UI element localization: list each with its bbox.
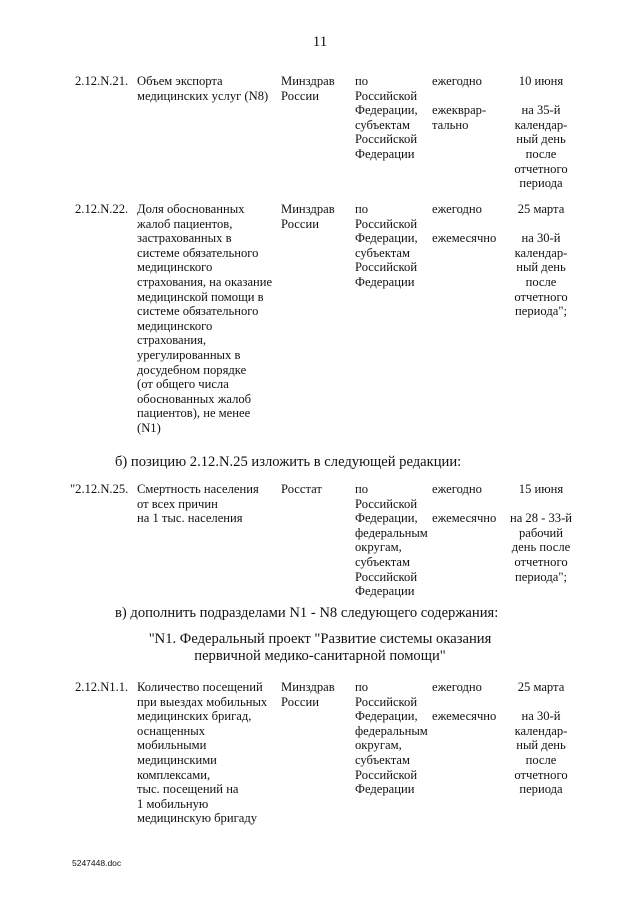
cell-level (355, 680, 435, 797)
cell-line: Федерации, (355, 103, 418, 118)
cell-line: тально (432, 117, 469, 132)
cell-line: округам, (355, 738, 402, 753)
cell-line: Российской (355, 694, 418, 709)
cell-line: Количество посещений (137, 680, 263, 694)
cell-line: на 35-й (521, 103, 561, 118)
cell-line: медицинских услуг (N8) (137, 88, 269, 103)
section-heading-line-1: "N1. Федеральный проект "Развитие системы оказания (148, 631, 492, 647)
cell-line: страхования, на оказание (137, 274, 273, 289)
cell-line: Федерации, (355, 231, 418, 246)
cell-line: Федерации (355, 274, 415, 289)
cell-line: ный день (516, 738, 566, 753)
cell-line: периода"; (515, 569, 567, 584)
cell-deadline (505, 74, 577, 191)
cell-line: оснащенных (137, 723, 206, 738)
paragraph-v: в) дополнить подразделами N1 - N8 следующего содержания: (115, 605, 499, 621)
cell-line: Российской (355, 767, 418, 782)
cell-line: ежемесячно (432, 709, 497, 724)
cell-line: России (281, 694, 319, 709)
cell-line: Российской (355, 216, 418, 231)
cell-line: после (525, 752, 557, 767)
cell-periodicity (432, 202, 504, 246)
cell-line: 25 марта (517, 202, 565, 216)
cell-indicator-name (137, 680, 279, 826)
cell-line: ный день (516, 260, 566, 275)
cell-level (355, 202, 435, 290)
cell-line: Росстат (281, 482, 322, 496)
cell-line: отчетного (514, 767, 568, 782)
cell-line: Минздрав (281, 74, 335, 88)
cell-line: мобильными (137, 738, 207, 753)
cell-line: по (355, 74, 369, 88)
cell-deadline (505, 202, 577, 319)
cell-line: обоснованных жалоб (137, 391, 252, 406)
cell-line: Федерации (355, 584, 415, 599)
cell-deadline (505, 680, 577, 797)
cell-line: России (281, 216, 319, 231)
cell-line: пациентов), не менее (137, 406, 251, 421)
cell-line: медицинскими (137, 752, 217, 767)
cell-deadline (505, 482, 577, 584)
cell-line: Федерации (355, 782, 415, 797)
cell-line: 10 июня (518, 74, 564, 88)
cell-line: федеральным (355, 723, 428, 738)
cell-line: Федерации, (355, 511, 418, 526)
cell-line: медицинского (137, 318, 213, 333)
cell-code: "2.12.N.25. (70, 482, 129, 496)
cell-line: субъектам (355, 117, 410, 132)
cell-line: ежегодно (432, 680, 482, 694)
cell-line: Российской (355, 260, 418, 275)
cell-line: отчетного (514, 554, 568, 569)
cell-line: Российской (355, 132, 418, 147)
cell-line: медицинской помощи в (137, 289, 264, 304)
cell-line: отчетного (514, 161, 568, 176)
cell-source (281, 74, 351, 103)
cell-line: календар- (514, 723, 568, 738)
cell-line: 25 марта (517, 680, 565, 694)
cell-line: тыс. посещений на (137, 782, 239, 797)
cell-line: федеральным (355, 525, 428, 540)
cell-line: по (355, 482, 369, 496)
cell-line: после (525, 274, 557, 289)
cell-line: ежекврар- (432, 103, 487, 118)
cell-line: Российской (355, 496, 418, 511)
cell-line: округам, (355, 540, 402, 555)
cell-line: периода (519, 176, 563, 191)
cell-code: 2.12.N.22. (75, 202, 129, 216)
cell-indicator-name (137, 74, 279, 103)
cell-line: отчетного (514, 289, 568, 304)
cell-code: 2.12.N.21. (75, 74, 129, 88)
cell-line: после (525, 146, 557, 161)
cell-line: медицинскую бригаду (137, 811, 258, 826)
cell-line: ежемесячно (432, 511, 497, 526)
cell-source (281, 202, 351, 231)
cell-periodicity (432, 680, 504, 724)
file-name-footer: 5247448.doc (72, 858, 122, 868)
cell-line: на 30-й (521, 709, 561, 724)
cell-line: ежемесячно (432, 231, 497, 246)
cell-periodicity (432, 74, 504, 132)
cell-line: Федерации (355, 146, 415, 161)
cell-line: жалоб пациентов, (137, 216, 233, 231)
cell-line: Минздрав (281, 202, 335, 216)
cell-line: календар- (514, 245, 568, 260)
cell-line: ежегодно (432, 202, 482, 216)
cell-line: субъектам (355, 554, 410, 569)
cell-line: России (281, 88, 319, 103)
cell-line: по (355, 202, 369, 216)
cell-code: 2.12.N1.1. (75, 680, 129, 694)
cell-line: Минздрав (281, 680, 335, 694)
cell-periodicity (432, 482, 504, 526)
cell-line: на 28 - 33-й (509, 511, 573, 526)
cell-source (281, 482, 351, 497)
cell-line: календар- (514, 117, 568, 132)
cell-line: застрахованных в (137, 231, 232, 246)
cell-line: Объем экспорта (137, 74, 223, 88)
cell-line: (N1) (137, 420, 161, 435)
cell-line: ежегодно (432, 74, 482, 88)
cell-line: Доля обоснованных (137, 202, 245, 216)
cell-line: (от общего числа (137, 377, 229, 392)
cell-line: периода"; (515, 304, 567, 319)
cell-indicator-name (137, 202, 279, 436)
cell-line: на 1 тыс. населения (137, 511, 243, 526)
cell-line: ежегодно (432, 482, 482, 496)
cell-line: Российской (355, 88, 418, 103)
cell-line: рабочий (518, 525, 564, 540)
cell-line: Смертность населения (137, 482, 259, 496)
cell-line: субъектам (355, 752, 410, 767)
cell-line: Федерации, (355, 709, 418, 724)
cell-line: системе обязательного (137, 304, 259, 319)
cell-line: субъектам (355, 245, 410, 260)
cell-level (355, 482, 435, 599)
cell-indicator-name (137, 482, 279, 526)
cell-line: страхования, (137, 333, 207, 348)
page-number: 11 (312, 34, 328, 50)
cell-line: 15 июня (518, 482, 564, 496)
paragraph-b: б) позицию 2.12.N.25 изложить в следующей редакции: (115, 454, 462, 470)
cell-level (355, 74, 435, 162)
cell-line: день после (511, 540, 571, 555)
cell-line: комплексами, (137, 767, 211, 782)
cell-line: при выездах мобильных (137, 694, 268, 709)
cell-line: досудебном порядке (137, 362, 247, 377)
cell-line: урегулированных в (137, 347, 241, 362)
cell-line: от всех причин (137, 496, 218, 511)
cell-line: по (355, 680, 369, 694)
cell-line: 1 мобильную (137, 796, 209, 811)
cell-line: медицинских бригад, (137, 709, 252, 724)
cell-line: системе обязательного (137, 245, 259, 260)
cell-line: периода (519, 782, 563, 797)
cell-line: на 30-й (521, 231, 561, 246)
cell-line: медицинского (137, 260, 213, 275)
cell-line: Российской (355, 569, 418, 584)
section-heading-line-2: первичной медико-санитарной помощи" (194, 648, 446, 664)
cell-source (281, 680, 351, 709)
cell-line: ный день (516, 132, 566, 147)
